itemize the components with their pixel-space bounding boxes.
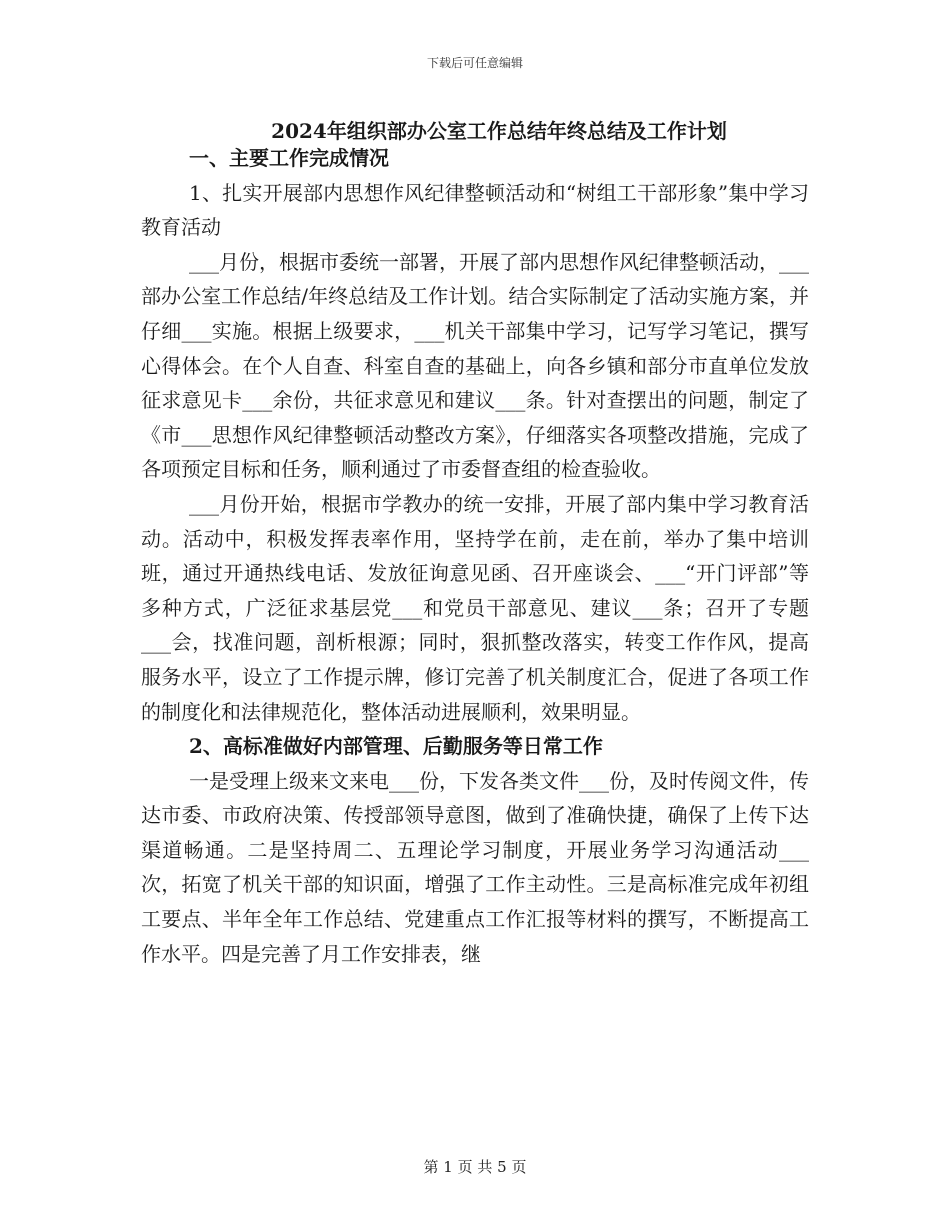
page-footer: 第 1 页 共 5 页 [423,1158,527,1176]
document-body [141,141,809,971]
section-heading-main-work: 一、主要工作完成情况 [189,146,389,170]
item-heading-rectification: 1、扎实开展部内思想作风纪律整顿活动和“树组工干部形象”集中学习教育活动 [141,180,809,240]
item-heading-internal-management: 2、高标准做好内部管理、后勤服务等日常工作 [189,734,603,759]
page-header: 下载后可任意编辑 [426,56,523,70]
paragraph-daily-work: 一是受理上级来文来电___份，下发各类文件___份，及时传阅文件，传达市委、市政府决策、传授部领导意图，做到了准确快捷，确保了上传下达渠道畅通。二是坚持周二、五理论学习制度，开展业务学习沟通活动___次，拓宽了机关干部的知识面，增强了工作主动性。三是高标准完成年初组工要点、半年全年工作总结、党建重点工作汇报等材料的撰写，不断提高工作水平。四是完善了月工作安排表，继 [141,768,809,966]
paragraph-study-education-activity: ___月份开始，根据市学教办的统一安排，开展了部内集中学习教育活动。活动中，积极发挥表率作用，坚持学在前，走在前，举办了集中培训班，通过开通热线电话、发放征询意见函、召开座谈会、___“开门评部”等多种方式，广泛征求基层党___和党员干部意见、建议___条；召开了专题___会，找准问题，剖析根源；同时，狠抓整改落实，转变工作作风，提高服务水平，设立了工作提示牌，修订完善了机关制度汇合，促进了各项工作的制度化和法律规范化，整体活动进展顺利，效果明显。 [141,491,809,724]
paragraph-rectification-activity: ___月份，根据市委统一部署，开展了部内思想作风纪律整顿活动，___部办公室工作总结/年终总结及工作计划。结合实际制定了活动实施方案，并仔细___实施。根据上级要求，___机关干部集中学习，记写学习笔记，撰写心得体会。在个人自查、科室自查的基础上，向各乡镇和部分市直单位发放征求意见卡___余份，共征求意见和建议___条。针对查摆出的问题，制定了《市___思想作风纪律整顿活动整改方案》，仔细落实各项整改措施，完成了各项预定目标和任务，顺利通过了市委督查组的检查验收。 [141,249,809,482]
document-title: 2024年组织部办公室工作总结年终总结及工作计划 [271,119,727,143]
